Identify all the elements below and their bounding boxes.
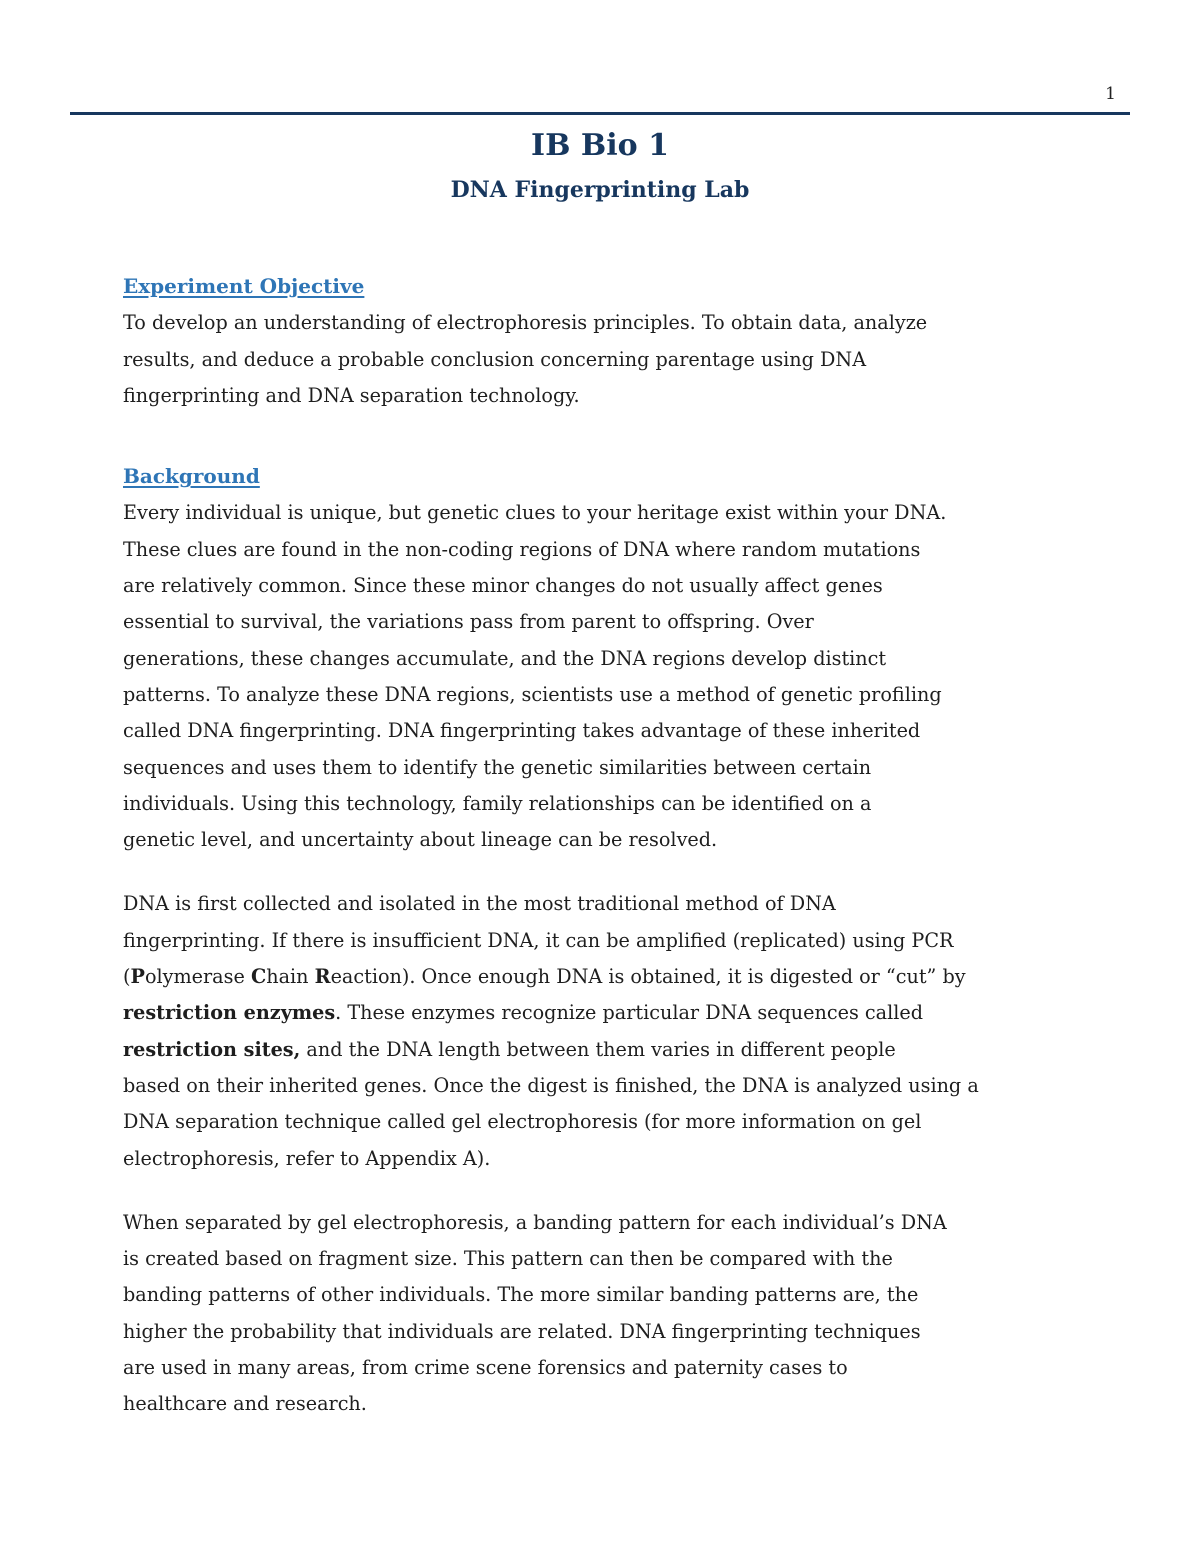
bold-term: restriction sites, xyxy=(123,1037,301,1061)
text-line: generations, these changes accumulate, and the DNA regions develop distinct xyxy=(123,646,887,670)
background-section xyxy=(123,458,1103,1422)
text-line: patterns. To analyze these DNA regions, scientists use a method of genetic profiling xyxy=(123,682,942,706)
text-line: higher the probability that individuals are related. DNA fingerprinting techniques xyxy=(123,1319,921,1343)
text-line: essential to survival, the variations pass from parent to offspring. Over xyxy=(123,610,814,634)
text-line: are relatively common. Since these minor changes do not usually affect genes xyxy=(123,574,883,598)
background-paragraph-2 xyxy=(123,886,1103,1176)
text-fragment: ( xyxy=(123,965,131,989)
bold-letter: C xyxy=(250,965,267,989)
background-heading: Background xyxy=(123,464,260,489)
page-number: 1 xyxy=(1105,84,1116,104)
bold-letter: P xyxy=(130,965,145,989)
text-fragment: olymerase xyxy=(144,965,251,989)
text-line xyxy=(123,1032,1103,1068)
text-line: fingerprinting and DNA separation technology. xyxy=(123,383,580,407)
bold-term: restriction enzymes xyxy=(123,1001,336,1025)
document-title: IB Bio 1 xyxy=(531,128,669,163)
text-line xyxy=(123,959,1103,995)
text-fragment: . These enzymes recognize particular DNA sequences called xyxy=(335,1001,924,1025)
text-line: based on their inherited genes. Once the digest is finished, the DNA is analyzed using a xyxy=(123,1073,979,1097)
bold-letter: R xyxy=(314,965,331,989)
text-line: is created based on fragment size. This pattern can then be compared with the xyxy=(123,1247,893,1271)
text-line: These clues are found in the non-coding regions of DNA where random mutations xyxy=(123,537,921,561)
document-body xyxy=(123,268,1103,1423)
background-paragraph-3 xyxy=(123,1205,1103,1423)
text-line: called DNA fingerprinting. DNA fingerprinting takes advantage of these inherited xyxy=(123,719,921,743)
text-fragment: hain xyxy=(266,965,315,989)
text-line: sequences and uses them to identify the genetic similarities between certain xyxy=(123,755,872,779)
text-fragment: and the DNA length between them varies in different people xyxy=(300,1037,896,1061)
text-line: Every individual is unique, but genetic clues to your heritage exist within your DNA. xyxy=(123,501,947,525)
header-rule xyxy=(70,112,1130,115)
objective-text xyxy=(123,305,1103,414)
text-line: fingerprinting. If there is insufficient DNA, it can be amplified (replicated) using PCR xyxy=(123,928,954,952)
text-line: electrophoresis, refer to Appendix A). xyxy=(123,1146,491,1170)
text-line: genetic level, and uncertainty about lineage can be resolved. xyxy=(123,828,718,852)
objective-heading: Experiment Objective xyxy=(123,274,365,298)
text-line xyxy=(123,995,1103,1031)
text-line: individuals. Using this technology, family relationships can be identified on a xyxy=(123,791,872,815)
text-line: are used in many areas, from crime scene forensics and paternity cases to xyxy=(123,1356,848,1380)
text-line: When separated by gel electrophoresis, a banding pattern for each individual’s DNA xyxy=(123,1210,947,1234)
objective-section xyxy=(123,268,1103,414)
text-fragment: eaction). Once enough DNA is obtained, it is digested or “cut” by xyxy=(330,965,966,989)
text-line: To develop an understanding of electrophoresis principles. To obtain data, analyze xyxy=(123,311,928,335)
text-line: banding patterns of other individuals. The more similar banding patterns are, the xyxy=(123,1283,919,1307)
text-line: DNA is first collected and isolated in the most traditional method of DNA xyxy=(123,892,836,916)
text-line: healthcare and research. xyxy=(123,1392,367,1416)
background-paragraph-1 xyxy=(123,495,1103,858)
text-line: DNA separation technique called gel electrophoresis (for more information on gel xyxy=(123,1110,922,1134)
text-line: results, and deduce a probable conclusion concerning parentage using DNA xyxy=(123,347,867,371)
document-subtitle: DNA Fingerprinting Lab xyxy=(450,177,750,203)
